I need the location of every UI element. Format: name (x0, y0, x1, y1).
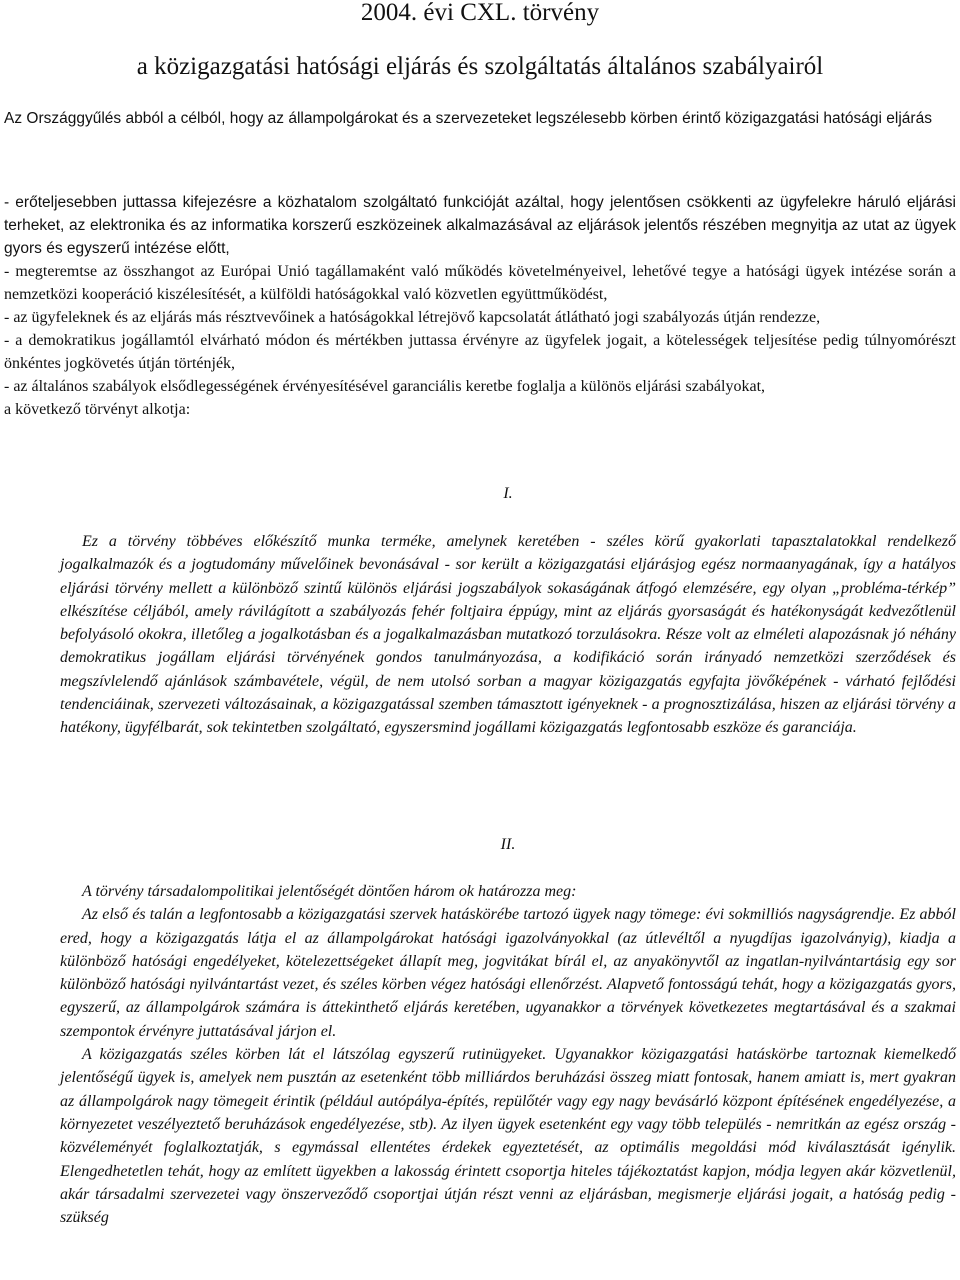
document-subtitle: a közigazgatási hatósági eljárás és szolgáltatás általános szabályairól (136, 53, 824, 80)
preamble-item: - a demokratikus jogállamtól elvárható módon és mértékben juttassa érvényre az ügyfelek jogait, a kötelességek teljesítése pedig túlnyomórészt önkéntes jogkövetés útján történjék, (4, 332, 956, 372)
enactment-clause: a következő törvényt alkotja: (4, 401, 191, 418)
preamble-item: - az ügyfeleknek és az eljárás más résztvevőinek a hatóságokkal létrejövő kapcsolatát átlátható jogi szabályozás útján rendezze, (4, 309, 821, 326)
section-2-lead: A törvény társadalompolitikai jelentőségét döntően három ok határozza meg: (82, 883, 577, 900)
preamble-list (4, 191, 956, 421)
intro-paragraph (4, 108, 956, 130)
preamble-item: - megteremtse az összhangot az Európai Unió tagállamaként való működés követelményeivel, lehetővé tegye a hatósági ügyek intézése során a nemzetközi kooperáció kiszélesítését, a külföldi hatóságokkal való közvetlen együttműködést, (4, 263, 956, 303)
preamble-item: - az általános szabályok elsődlegességének érvényesítésével garanciális keretbe foglalja a különös eljárási szabályokat, (4, 378, 766, 395)
preamble-item: - erőteljesebben juttassa kifejezésre a közhatalom szolgáltató funkcióját azáltal, hogy jelentősen csökkenti az ügyfelekre háruló eljárási terheket, az elektronika és az informatika korszerű eszközeinek alkalmazásával az eljárások jelentős részében megnyitja az utat az ügyek gyors és egyszerű intézése előtt, (4, 194, 956, 257)
section-2-paragraph: A közigazgatás széles körben lát el látszólag egyszerű rutinügyeket. Ugyanakkor közigazgatási hatáskörbe tartoznak kiemelkedő jelentőségű ügyek is, amelyek nem pusztán az esetenként több milliárdos beruházási összeg miatt fontosak, hanem amiatt is, mert gyakran az állampolgárok nagy tömegeit érintik (például autópálya-építés, repülőtér vagy egy nagy bevásárló központ építésének engedélyezése, a környezetet veszélyeztető beruházások engedélyezése, stb). Az ilyen ügyek esetenként egy vagy több település - nemritkán az egész ország - közvéleményét foglalkoztatják, s egymással ellentétes érdekek egyeztetését, az optimális megoldási mód kiválasztását igénylik. Elengedhetetlen tehát, hogy az említett ügyekben a lakosság érintett csoportja hiteles tájékoztatást kapjon, módja legyen akár közvetlenül, akár társadalmi szervezetei vagy önszerveződő csoportjai útján részt venni az eljárásban, megismerje eljárási jogait, a hatóság pedig - szükség (60, 1046, 956, 1227)
document-title: 2004. évi CXL. törvény (360, 0, 600, 26)
intro-text: Az Országgyűlés abból a célból, hogy az állampolgárokat és a szervezeteket legszélesebb körben érintő közigazgatási hatósági eljárás (4, 110, 932, 127)
section-1-paragraph: Ez a törvény többéves előkészítő munka terméke, amelynek keretében - széles körű gyakorlati tapasztalatokkal rendelkező jogalkalmazók és a jogtudomány művelőinek bevonásával - sor került a közigazgatási eljárásjog egész normaanyagának, így a hatályos eljárási törvény mellett a különböző szintű különös eljárási jogszabályok sokaságának átfogó elemzésére, egy olyan „probléma-térkép” elkészítése céljából, amely rávilágított a szabályozás fehér foltjaira éppúgy, mint az eljárás gyorsaságát és hatékonyságát kedvezőtlenül befolyásoló okokra, illetőleg a jogalkotásban és a jogalkalmazásban mutatkozó torzulásokra. Része volt az elméleti alapozásnak jó néhány demokratikus jogállam eljárási törvényének gondos tanulmányozása, a kodifikáció során irányadó nemzetközi szerződések és megszívlelendő ajánlások számbavétele, végül, de nem utolsó sorban a magyar közigazgatás egyfajta jövőképének - várható fejlődési tendenciáinak, szervezeti változásainak, a közigazgatással szemben támasztott igényeknek - a prognosztizálása, hiszen az eljárási törvény a hatékony, ügyfélbarát, sok tekintetben szolgáltató, egyszersmind jogállami közigazgatás legfontosabb eszköze és garanciája. (60, 533, 956, 737)
section-heading-1: I. (503, 485, 513, 502)
section-1-body (60, 530, 956, 740)
section-2-body (60, 880, 956, 1229)
section-2-paragraph: Az első és talán a legfontosabb a közigazgatási szervek hatáskörébe tartozó ügyek nagy tömege: évi sokmilliós nagyságrendje. Ez abból ered, hogy a közigazgatás látja el az állampolgárokat hatósági igazolványokkal (az útlevéltől a nyugdíjas igazolványig), kiadja a különböző hatósági engedélyeket, kötelezettségeket állapít meg, jogvitákat bírál el, az anyakönyvtől az ingatlan-nyilvántartásig egy sor különböző hatósági nyilvántartást vezet, és széles körben végez hatósági ellenőrzést. Alapvető fontosságú tehát, hogy a közigazgatás gyors, egyszerű, az állampolgárok számára is áttekinthető eljárás keretében, ugyanakkor a törvények következetes megtartásával és a szakmai szempontok érvényre juttatásával járjon el. (60, 906, 956, 1040)
section-heading-2: II. (500, 836, 516, 853)
